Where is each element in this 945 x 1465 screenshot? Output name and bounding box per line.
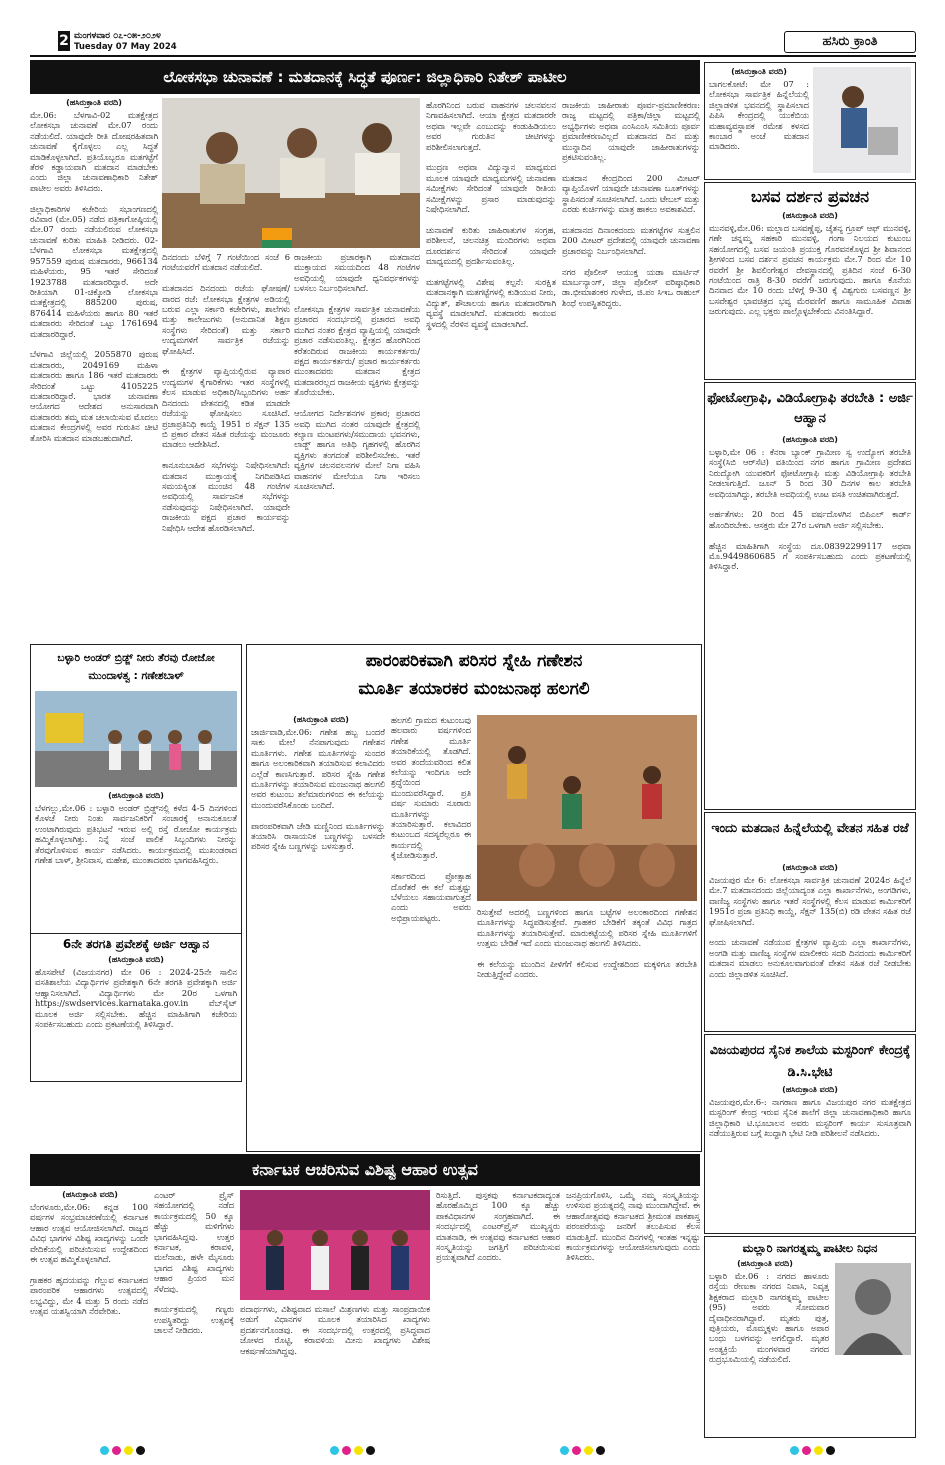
leave-article-title: ಇಂದು ಮತದಾನ ಹಿನ್ನೆಲೆಯಲ್ಲಿ ವೇತನ ಸಹಿತ ರಜೆ (711, 820, 909, 835)
photo-training-box (704, 382, 916, 810)
bridge-box (30, 644, 242, 1082)
food-column-2: ಎಂಟರ್ ಪ್ರೈಸ್ ಸಹಯೋಗದಲ್ಲಿ ನಡೆದ ಕಾರ್ಯಕ್ರಮದಲ್ಲಿ 50 ಕ್ಕೂ ಹೆಚ್ಚು ಮಳಿಗೆಗಳು ಭಾಗವಹಿಸಿದ್ದವು. ಉತ್ತರ ಕರ್ನಾಟಕ, ಕರಾವಳಿ, ಮಲೆನಾಡು, ಹಳೇ ಮೈಸೂರು ಭಾಗದ ವಿಶಿಷ್ಟ ಖಾದ್ಯಗಳು ಆಹಾರ ಪ್ರಿಯರ ಮನ ಸೆಳೆದವು. ಕಾರ್ಯಕ್ರಮದಲ್ಲಿ ಗಣ್ಯರು ಉಪಸ್ಥಿತರಿದ್ದು ಉತ್ಸವಕ್ಕೆ ಚಾಲನೆ ನೀಡಿದರು. (154, 1190, 234, 1336)
page-header (58, 31, 916, 53)
basava-text: ಮುನವಳ್ಳಿ,ಮೇ.06: ಮಲ್ಲಾದ ಬಸವಣ್ಣೆಪ್ಪ, ಚೈತನ್ಯ ಗ್ರೂಪ್ ಆಫ್ ಮುನವಳ್ಳಿ, ಗಣೇ ಚನ್ನಮ್ಮ ಸಹಕಾರಿ ಮುನವಳ್ಳಿ, ಗಂಗಾ ನಿಲಯದ ಕುಟುಂಬ ಸಹಯೋಗದಲ್ಲಿ ಬಸವ ಜಯಂತಿ ಪ್ರಯುಕ್ತ ಗೊರವನಕೊಳ್ಳದ ಶ್ರೀ ಶಿವಾನಂದ ಶ್ರೀಗಳಿಂದ ಬಸವ ದರ್ಶನ ಪ್ರವಚನ ಕಾರ್ಯಕ್ರಮ ಮೇ.7 ರಿಂದ ಮೇ 10 ರವರೆಗೆ ಶ್ರೀ ಶಿವಲಿಂಗೇಶ್ವರ ದೇವಸ್ಥಾನದಲ್ಲಿ ಪ್ರತಿದಿನ ಸಂಜೆ 6-30 ಗಂಟೆಯಿಂದ ರಾತ್ರಿ 8-30 ರವರೆಗೆ ಜರುಗುವುದು. ಹಾಗೂ ಕೊನೆಯ ದಿನವಾದ ಮೇ 10 ರಂದು ಬೆಳಿಗ್ಗೆ 9-30 ಕ್ಕೆ ವಿಶ್ವಗುರು ಬಸವಣ್ಣನ ಶ್ರೀ ಬಸವೇಶ್ವರ ಭಾವಚಿತ್ರದ ಭವ್ಯ ಮೆರವಣಿಗೆ ಹಾಗೂ ಸಾಮೂಹಿಕ ವಿವಾಹ ಜರುಗುವುದು. ಎಲ್ಲ ಭಕ್ತರು ಪಾಲ್ಗೊಳ್ಳಬೇಕೆಂದು ವಿನಂತಿಸಿದ್ದಾರೆ. (709, 223, 911, 317)
header-rule (30, 55, 916, 57)
class6-text: ಹೊಸಪೇಟೆ (ವಿಜಯನಗರ) ಮೇ 06 : 2024-25ನೇ ಸಾಲಿನ ವಸತಿಶಾಲೆಯ ವಿದ್ಯಾರ್ಥಿಗಳ ಪ್ರವೇಶಕ್ಕಾಗಿ 6ನೇ ತರಗತಿ ಪ್ರವೇಶಕ್ಕಾಗಿ ಅರ್ಜಿ ಆಹ್ವಾನಿಸಲಾಗಿದೆ. ವಿದ್ಯಾರ್ಥಿಗಳು ಮೇ 20ರ ಒಳಗಾಗಿ https://swdservices.karnataka.gov.in ವೆಬ್‌ಸೈಟ್ ಮೂಲಕ ಅರ್ಜಿ ಸಲ್ಲಿಸಬೇಕು. ಹೆಚ್ಚಿನ ಮಾಹಿತಿಗಾಗಿ ಕಚೇರಿಯ ಸಂಪರ್ಕಿಸಬಹುದು ಎಂದು ಪ್ರಕಟಣೆಯಲ್ಲಿ ತಿಳಿಸಿದ್ದಾರೆ. (35, 967, 237, 1030)
obituary-portrait (835, 1263, 911, 1355)
photo-training-text: ಬಳ್ಳಾರಿ,ಮೇ 06 : ಕೆನರಾ ಬ್ಯಾಂಕ್ ಗ್ರಾಮೀಣ ಸ್ವ ಉದ್ಯೋಗ ತರಬೇತಿ ಸಂಸ್ಥೆ(ಸಿಬಿ ಆರ್‌ಸೆಟಿ) ವತಿಯಿಂದ ನಗರ ಹಾಗೂ ಗ್ರಾಮೀಣ ಪ್ರದೇಶದ ನಿರುದ್ಯೋಗಿ ಯುವಕರಿಗೆ ಫೋಟೋಗ್ರಾಫಿ ಮತ್ತು ವಿಡಿಯೋಗ್ರಾಫಿ ತರಬೇತಿ ನೀಡಲಾಗುತ್ತಿದೆ. ಜೂನ್ 5 ರಿಂದ 30 ದಿನಗಳ ಕಾಲ ತರಬೇತಿ ಅವಧಿಯಾಗಿದ್ದು, ತರಬೇತಿ ಅವಧಿಯಲ್ಲಿ ಊಟ ವಸತಿ ಉಚಿತವಾಗಿರುತ್ತದೆ. ಅರ್ಹತೆಗಳು: 20 ರಿಂದ 45 ವರ್ಷದೊಳಗಿನ ಬಿಪಿಎಲ್ ಕಾರ್ಡ್ ಹೊಂದಿರಬೇಕು. ಆಸಕ್ತರು ಮೇ 27ರ ಒಳಗಾಗಿ ಅರ್ಜಿ ಸಲ್ಲಿಸಬೇಕು. ಹೆಚ್ಚಿನ ಮಾಹಿತಿಗಾಗಿ ಸಂಸ್ಥೆಯ ದೂ.08392299117 ಅಥವಾ ಮೊ.9449860685 ಗೆ ಸಂಪರ್ಕಿಸಬಹುದು ಎಂದು ಪ್ರಕಟಣೆಯಲ್ಲಿ ತಿಳಿಸಿದ್ದಾರೆ. (709, 447, 911, 572)
ganesha-box (246, 644, 702, 1152)
dot-cyan (560, 1446, 569, 1455)
bridge-text: ಬೆಳಗಲ್ಲು,ಮೇ.06 : ಬಳ್ಳಾರಿ ಅಂಡರ್ ಬ್ರಿಡ್ಜ್‌ನಲ್ಲಿ ಕಳೆದ 4-5 ದಿನಗಳಿಂದ ಕೊಳಚೆ ನೀರು ನಿಂತು ಸಾರ್ವಜನಿಕರಿಗೆ ಸಂಚಾರಕ್ಕೆ ಅನಾನುಕೂಲತೆ ಉಂಟಾಗಿರುವುದು ಪ್ರತಿಭಟನೆ ಇರುವ ಅಲ್ಲಿ ರಸ್ತೆ ರೋಜೋ ಕಾರ್ಯಕ್ರಮ ಹಮ್ಮಿಕೊಳ್ಳಲಾಗಿತ್ತು. ನಿನ್ನೆ ಸಂಜೆ ಪಾಲಿಕೆ ಸಿಬ್ಬಂದಿಗಳು ನೀರನ್ನು ತೆರವುಗೊಳಿಸುವ ಕಾರ್ಯ ನಡೆಸಿದರು. ಕಾರ್ಯಕ್ರಮದಲ್ಲಿ ಮುಖಂಡರಾದ ಗಣೇಶ ಬಾಳ್, ಶ್ರೀನಿವಾಸ, ಮಹೇಶ, ಮುಂತಾದವರು ಭಾಗವಹಿಸಿದ್ದರು. (35, 803, 237, 866)
obituary-title: ಮಲ್ಲಾರಿ ನಾಗರತ್ನಮ್ಮ ಪಾಟೀಲ ನಿಧನ (742, 1241, 878, 1255)
press-meet-illustration (162, 98, 420, 248)
food-headline: ಕರ್ನಾಟಕ ಆಚರಿಸುವ ವಿಶಿಷ್ಟ ಆಹಾರ ಉತ್ಸವ (30, 1154, 700, 1186)
food-column-4: ರಿಸುತ್ತಿದೆ. ಪುಸ್ತಕವು ಕರ್ನಾಟಕದಾದ್ಯಂತ ಹೊರಹೊಮ್ಮಿದ 100 ಕ್ಕೂ ಹೆಚ್ಚು ಪಾಕವಿಧಾನಗಳ ಸಂಗ್ರಹವಾಗಿದೆ. ಈ ಸಂದರ್ಭದಲ್ಲಿ ಎಂಟರ್‌ಪ್ರೈಸ್ ಮುಖ್ಯಸ್ಥರು ಮಾತನಾಡಿ, ಈ ಉತ್ಸವವು ಕರ್ನಾಟಕದ ಆಹಾರ ಸಂಸ್ಕೃತಿಯನ್ನು ಜಗತ್ತಿಗೆ ಪರಿಚಯಿಸುವ ಪ್ರಯತ್ನವಾಗಿದೆ ಎಂದರು. (436, 1190, 560, 1263)
sidebar-text: ಬಾಗಲಕೋಟೆ: ಮೇ 07 : ಲೋಕಸಭಾ ಸಾರ್ವತ್ರಿಕ ಹಿನ್ನೆಲೆಯಲ್ಲಿ ಜಿಲ್ಲಾಡಳಿತ ಭವನದಲ್ಲಿ ಸ್ಥಾಪಿಸಲಾದ ಪಿಪಿಸಿ ಕೇಂದ್ರದಲ್ಲಿ ಯುಕೆಬಿಯ ಮಹಾವ್ಯವಸ್ಥಾಪಕ ರಮೇಶ ಕಳಸದ ಕಾಂಬಾರ ಅಂಚೆ ಮತದಾನ ಮಾಡಿದರು. (709, 79, 809, 152)
dot-magenta (112, 1446, 121, 1455)
ganesha-byline: (ಹಸಿರುಕ್ರಾಂತಿ ವರದಿ) (293, 715, 349, 724)
food-event-illustration (240, 1190, 430, 1300)
portrait-illustration (835, 1263, 911, 1355)
class6-title: 6ನೇ ತರಗತಿ ಪ್ರವೇಶಕ್ಕೆ ಅರ್ಜಿ ಆಹ್ವಾನ (62, 937, 210, 951)
photo-training-byline: (ಹಸಿರುಕ್ರಾಂತಿ ವರದಿ) (782, 435, 838, 444)
dot-yellow (814, 1446, 823, 1455)
lead-column-5: ರಾಜಕೀಯ ಜಾಹೀರಾತು ಪೂರ್ವ-ಪ್ರಮಾಣೀಕರಣ: ರಾಜ್ಯ ಮಟ್ಟದಲ್ಲಿ ಪತ್ರಿಕಾ/ಜಿಲ್ಲಾ ಮಟ್ಟದಲ್ಲಿ ಅಭ್ಯರ್ಥಿಗಳು ಅಥವಾ ಎಂಸಿಎಂಸಿ ಸಮಿತಿಯ ಪೂರ್ವ ಪ್ರಮಾಣೀಕರಣವಿಲ್ಲದೆ ಮತದಾನದ ದಿನ ಮತ್ತು ಮುನ್ನಾದಿನ ಯಾವುದೇ ಜಾಹೀರಾತುಗಳನ್ನು ಪ್ರಕಟಿಸುವಂತಿಲ್ಲ. ಮತದಾನ ಕೇಂದ್ರದಿಂದ 200 ಮೀಟರ್ ವ್ಯಾಪ್ತಿಯೊಳಗೆ ಯಾವುದೇ ಚುನಾವಣಾ ಬೂತ್‌ಗಳನ್ನು ಸ್ಥಾಪಿಸದಂತೆ ಸೂಚಿಸಲಾಗಿದೆ. ಒಂದು ಟೇಬಲ್ ಮತ್ತು ಎರಡು ಕುರ್ಚಿಗಳನ್ನು ಮಾತ್ರ ಹಾಕಲು ಅವಕಾಶವಿದೆ. ಮತದಾನದ ದಿನಾಂಕದಂದು ಮತಗಟ್ಟೆಗಳ ಸುತ್ತಲಿನ 200 ಮೀಟರ್ ಪ್ರದೇಶದಲ್ಲಿ ಯಾವುದೇ ಚುನಾವಣಾ ಪ್ರಚಾರವನ್ನು ನಿರ್ಬಂಧಿಸಲಾಗಿದೆ. ನಗರ ಪೊಲೀಸ್ ಆಯುಕ್ತ ಯಡಾ ಮಾರ್ಟಿನ್ ಮಾರ್ಬನ್ಯಾಂಗ್, ಜಿಲ್ಲಾ ಪೊಲೀಸ್ ವರಿಷ್ಠಾಧಿಕಾರಿ ಡಾ.ಭೀಮಾಶಂಕರ ಗುಳೇದ, ಜಿ.ಪಂ ಸಿಇಒ ರಾಹುಲ್ ಶಿಂಧೆ ಉಪಸ್ಥಿತರಿದ್ದರು. (562, 100, 700, 308)
food-photo (240, 1190, 430, 1300)
food-column-5: ಜನಪ್ರಿಯಗೊಳಿಸಿ, ಒಮ್ಮೆ ನಮ್ಮ ಸಂಸ್ಕೃತಿಯನ್ನು ಉಳಿಸುವ ಪ್ರಯತ್ನದಲ್ಲಿ ನಾವು ಮುಂದಾಗಿದ್ದೇವೆ. ಈ ಆಹಾರೋತ್ಸವವು ಕರ್ನಾಟಕದ ಶ್ರೀಮಂತ ಪಾಕಶಾಸ್ತ್ರ ಪರಂಪರೆಯನ್ನು ಜನರಿಗೆ ತಲುಪಿಸುವ ಕೆಲಸ ಮಾಡುತ್ತಿದೆ. ಮುಂದಿನ ದಿನಗಳಲ್ಲಿ ಇಂತಹ ಇನ್ನಷ್ಟು ಕಾರ್ಯಕ್ರಮಗಳನ್ನು ಆಯೋಜಿಸಲಾಗುವುದು ಎಂದು ತಿಳಿಸಿದರು. (566, 1190, 700, 1263)
header-masthead: ಹಸಿರು ಕ್ರಾಂತಿ (784, 31, 916, 53)
food-column-3: ಪದಾರ್ಥಗಳು, ವಿಶಿಷ್ಟವಾದ ಮಸಾಲೆ ಮಿಶ್ರಣಗಳು ಮತ್ತು ಸಾಂಪ್ರದಾಯಿಕ ಅಡುಗೆ ವಿಧಾನಗಳ ಮೂಲಕ ತಯಾರಿಸಿದ ಖಾದ್ಯಗಳು ಪ್ರದರ್ಶನಗೊಂಡವು. ಈ ಸಂದರ್ಭದಲ್ಲಿ ಉತ್ತರದಲ್ಲಿ ಪ್ರಸಿದ್ಧವಾದ ಜೋಳದ ರೊಟ್ಟಿ, ಕರಾವಳಿಯ ಮೀನು ಖಾದ್ಯಗಳು ವಿಶೇಷ ಆಕರ್ಷಣೆಯಾಗಿದ್ದವು. (240, 1304, 430, 1356)
registration-dots-right (790, 1440, 838, 1459)
obituary-byline: (ಹಸಿರುಕ್ರಾಂತಿ ವರದಿ) (737, 1259, 793, 1268)
registration-dots-center-right (560, 1440, 608, 1459)
dot-cyan (100, 1446, 109, 1455)
food-column-1: ಬೆಂಗಳೂರು,ಮೇ.06: ಕನ್ನಡ 100 ವರ್ಷಗಳ ಸಂಭ್ರಮಾಚರಣೆಯಲ್ಲಿ ಕರ್ನಾಟಕ ಆಹಾರ ಉತ್ಸವ ಆಯೋಜಿಸಲಾಗಿದೆ. ರಾಜ್ಯದ ವಿವಿಧ ಭಾಗಗಳ ವಿಶಿಷ್ಟ ಖಾದ್ಯಗಳನ್ನು ಒಂದೇ ವೇದಿಕೆಯಲ್ಲಿ ಪರಿಚಯಿಸುವ ಉದ್ದೇಶದಿಂದ ಈ ಉತ್ಸವ ಹಮ್ಮಿಕೊಳ್ಳಲಾಗಿದೆ. ಗ್ರಾಹಕರ ಹೃದಯವನ್ನು ಗೆಲ್ಲುವ ಕರ್ನಾಟಕದ ಪಾರಂಪರಿಕ ಆಹಾರಗಳು ಉತ್ಸವದಲ್ಲಿ ಲಭ್ಯವಿದ್ದು, ಮೇ 4 ಮತ್ತು 5 ರಂದು ನಡೆದ ಉತ್ಸವ ಯಶಸ್ವಿಯಾಗಿ ನೆರವೇರಿತು. (30, 1202, 148, 1317)
header-date-english: Tuesday 07 May 2024 (74, 42, 177, 52)
class6-byline: (ಹಸಿರುಕ್ರಾಂತಿ ವರದಿ) (108, 955, 164, 964)
lead-photo-press-meet (162, 98, 420, 248)
dot-magenta (342, 1446, 351, 1455)
bridge-photo (35, 691, 237, 787)
school-visit-box (704, 1034, 916, 1234)
voter-illustration (813, 67, 911, 173)
ganesha-title-line-1: ಪಾರಂಪರಿಕವಾಗಿ ಪರಿಸರ ಸ್ನೇಹಿ ಗಣೇಶನ (365, 651, 583, 671)
dot-yellow (354, 1446, 363, 1455)
leave-article-text: ವಿಜಯಪುರ ಮೇ 6: ಲೋಕಸಭಾ ಸಾರ್ವತ್ರಿಕ ಚುನಾವಣೆ 2024ರ ಹಿನ್ನೆಲೆ ಮೇ.7 ಮತದಾನದಂದು ಜಿಲ್ಲೆಯಾದ್ಯಂತ ಎಲ್ಲಾ ಕಾರ್ಖಾನೆಗಳು, ಅಂಗಡಿಗಳು, ವಾಣಿಜ್ಯ ಸಂಸ್ಥೆಗಳು ಹಾಗೂ ಇತರೆ ಸಂಸ್ಥೆಗಳಲ್ಲಿ ಕೆಲಸ ಮಾಡುವ ಕಾರ್ಮಿಕರಿಗೆ 1951ರ ಪ್ರಜಾ ಪ್ರತಿನಿಧಿ ಕಾಯ್ದೆ, ಸೆಕ್ಷನ್ 135(ಬಿ) ರಡಿ ವೇತನ ಸಹಿತ ರಜೆ ಘೋಷಿಸಲಾಗಿದೆ. ಅಂದು ಚುನಾವಣೆ ನಡೆಯುವ ಕ್ಷೇತ್ರಗಳ ವ್ಯಾಪ್ತಿಯ ಎಲ್ಲಾ ಕಾರ್ಖಾನೆಗಳು, ಅಂಗಡಿ ಮತ್ತು ವಾಣಿಜ್ಯ ಸಂಸ್ಥೆಗಳ ಮಾಲೀಕರು ಸದರಿ ದಿನದಂದು ಕಾರ್ಮಿಕರಿಗೆ ಮತದಾನ ಮಾಡಲು ಅನುಕೂಲವಾಗುವಂತೆ ವೇತನ ಸಹಿತ ರಜೆ ನೀಡಬೇಕು ಎಂದು ಜಿಲ್ಲಾಡಳಿತ ಸೂಚಿಸಿದೆ. (709, 875, 911, 979)
dot-black (136, 1446, 145, 1455)
sidebar-photo-voter (813, 67, 911, 173)
dot-black (596, 1446, 605, 1455)
dot-cyan (330, 1446, 339, 1455)
basava-title: ಬಸವ ದರ್ಶನ ಪ್ರವಚನ (750, 187, 870, 206)
lead-column-4: ಹೊರಗಿನಿಂದ ಬರುವ ವಾಹನಗಳ ಚಲನವಲನ ನಿಗಾವಹಿಸಲಾಗಿದೆ. ಆಯಾ ಕ್ಷೇತ್ರದ ಮತದಾರರೇ ಅಥವಾ ಇಲ್ಲವೇ ಎಂಬುದನ್ನು ಕಂಡುಹಿಡಿಯಲು ಅವರ ಗುರುತಿನ ಚೀಟಿಗಳನ್ನು ಪರಿಶೀಲಿಸಲಾಗುತ್ತದೆ. ಮುದ್ರಣ ಅಥವಾ ವಿದ್ಯುನ್ಮಾನ ಮಾಧ್ಯಮದ ಮೂಲಕ ಯಾವುದೇ ಮಾಧ್ಯಮಗಳಲ್ಲಿ ಚುನಾವಣಾ ಸಮೀಕ್ಷೆಗಳು ಸೇರಿದಂತೆ ಯಾವುದೇ ರೀತಿಯ ಸಮೀಕ್ಷೆಗಳನ್ನು ಪ್ರಸಾರ ಮಾಡುವುದನ್ನು ನಿಷೇಧಿಸಲಾಗಿದೆ. ಚುನಾವಣೆ ಕುರಿತು ಜಾಹಿರಾತುಗಳ ಸಂಗ್ರಹ, ಪರಿಶೀಲನೆ, ಚಲನಚಿತ್ರ ಮಂದಿರಗಳು ಅಥವಾ ದೂರದರ್ಶನ ಸೇರಿದಂತೆ ಯಾವುದೇ ಮಾಧ್ಯಮದಲ್ಲಿ ಪ್ರದರ್ಶಿಸುವಂತಿಲ್ಲ. ಮತಗಟ್ಟೆಗಳಲ್ಲಿ ವಿಶೇಷ ಕಲ್ಪನೆ: ಸುರಕ್ಷಿತ ಮತದಾನಕ್ಕಾಗಿ ಮತಗಟ್ಟೆಗಳಲ್ಲಿ ಕುಡಿಯುವ ನೀರು, ವಿದ್ಯುತ್, ಶೌಚಾಲಯ ಹಾಗೂ ಮತದಾರರಿಗಾಗಿ ವ್ಯವಸ್ಥೆ ಮಾಡಲಾಗಿದೆ. ಮತದಾರರು ಕಾಯುವ ಸ್ಥಳದಲ್ಲಿ ನೆರಳಿನ ವ್ಯವಸ್ಥೆ ಮಾಡಲಾಗಿದೆ. (426, 100, 556, 329)
lead-byline: (ಹಸಿರುಕ್ರಾಂತಿ ವರದಿ) (66, 98, 122, 107)
bridge-byline: (ಹಸಿರುಕ್ರಾಂತಿ ವರದಿ) (108, 791, 164, 800)
dot-yellow (584, 1446, 593, 1455)
dot-magenta (572, 1446, 581, 1455)
ganesha-column-1: ಜಾರ್ಜಿವಾಡಿ,ಮೇ.06: ಗಣೇಶ ಹಬ್ಬ ಬಂದರೆ ಸಾಕು ಮೇಲೆ ನೆನಪಾಗುವುದು ಗಣೇಶನ ಮೂರ್ತಿಗಳು. ಗಣೇಶ ಮೂರ್ತಿಗಳನ್ನು ಸುಂದರ ಹಾಗೂ ಅಲಂಕಾರಿಕವಾಗಿ ತಯಾರಿಸುವ ಕಲಾವಿದರು ಎಲ್ಲೆಡೆ ಕಾಣಸಿಗುತ್ತಾರೆ. ಪರಿಸರ ಸ್ನೇಹಿ ಗಣೇಶ ಮೂರ್ತಿಗಳನ್ನು ತಯಾರಿಸುವ ಮಂಜುನಾಥ ಹಲಗಲಿ ಅವರ ಕುಟುಂಬ ತಲೆಮಾರುಗಳಿಂದ ಈ ಕಲೆಯನ್ನು ಮುಂದುವರೆಸಿಕೊಂಡು ಬಂದಿದೆ. ಪಾರಂಪರಿಕವಾಗಿ ಜೇಡಿ ಮಣ್ಣಿನಿಂದ ಮೂರ್ತಿಗಳನ್ನು ತಯಾರಿಸಿ ರಾಸಾಯನಿಕ ಬಣ್ಣಗಳನ್ನು ಬಳಸದೇ ಪರಿಸರ ಸ್ನೇಹಿ ಬಣ್ಣಗಳನ್ನು ಬಳಸುತ್ತಾರೆ. (251, 727, 385, 852)
leave-article-box (704, 812, 916, 1032)
class6-divider (31, 933, 241, 934)
photo-training-title: ಫೋಟೋಗ್ರಾಫಿ, ವಿಡಿಯೋಗ್ರಾಫಿ ತರಬೇತಿ : ಅರ್ಜಿ ಆಹ್ವಾನ (707, 391, 913, 426)
ganesha-title-line-2: ಮೂರ್ತಿ ತಯಾರಕರ ಮಂಜುನಾಥ ಹಲಗಲಿ (358, 679, 590, 699)
registration-dots-center (330, 1440, 378, 1459)
basava-byline: (ಹಸಿರುಕ್ರಾಂತಿ ವರದಿ) (782, 211, 838, 220)
header-date-kannada: ಮಂಗಳವಾರ ೦೭-೦೫-೨೦೨೪ (74, 31, 161, 41)
dot-black (826, 1446, 835, 1455)
page-number: 2 (59, 33, 69, 49)
school-visit-title: ವಿಜಯಪುರದ ಸೈನಿಕ ಶಾಲೆಯ ಮಸ್ಟರಿಂಗ್ ಕೇಂದ್ರಕ್ಕೆ ಡಿ.ಸಿ.ಭೇಟಿ (709, 1042, 911, 1079)
sidebar-byline: (ಹಸಿರುಕ್ರಾಂತಿ ವರದಿ) (731, 67, 787, 76)
ganesha-photo (477, 715, 697, 901)
obituary-text: ಬಳ್ಳಾರಿ ಮೇ.06 : ನಗರದ ಹಾಳೂರು ರಸ್ತೆಯ ರೇಣುಕಾ ನಗರದ ನಿವಾಸಿ, ನಿವೃತ್ತ ಶಿಕ್ಷಕರಾದ ಮಲ್ಲಾರಿ ನಾಗರತ್ನಮ್ಮ ಪಾಟೀಲ (95) ಅವರು ಸೋಮವಾರ ದೈವಾಧೀನರಾಗಿದ್ದಾರೆ. ಮೃತರು ಪುತ್ರ, ಪುತ್ರಿಯರು, ಮೊಮ್ಮಕ್ಕಳು ಹಾಗೂ ಅಪಾರ ಬಂಧು ಬಳಗವನ್ನು ಅಗಲಿದ್ದಾರೆ. ಮೃತರ ಅಂತ್ಯಕ್ರಿಯೆ ಮಂಗಳವಾರ ನಗರದ ರುದ್ರಭೂಮಿಯಲ್ಲಿ ನಡೆಯಲಿದೆ. (709, 1271, 829, 1365)
school-visit-byline: (ಹಸಿರುಕ್ರಾಂತಿ ವರದಿ) (782, 1085, 838, 1094)
bridge-photo-illustration (35, 691, 237, 787)
lead-column-2: ದಿನದಂದು ಬೆಳಿಗ್ಗೆ 7 ಗಂಟೆಯಿಂದ ಸಂಜೆ 6 ಗಂಟೆಯವರೆಗೆ ಮತದಾನ ನಡೆಯಲಿದೆ. ಮತದಾನದ ದಿನದಂದು ರಜೆಯ ಘೋಷಣೆ/ವಾರದ ರಜೆ: ಲೋಕಸಭಾ ಕ್ಷೇತ್ರಗಳ ಅಡಿಯಲ್ಲಿ ಬರುವ ಎಲ್ಲಾ ಸರ್ಕಾರಿ ಕಚೇರಿಗಳು, ಶಾಲೆಗಳು ಮತ್ತು ಕಾಲೇಜುಗಳು (ಅನುದಾನಿತ ಶಿಕ್ಷಣ ಸಂಸ್ಥೆಗಳು ಸೇರಿದಂತೆ) ಮತ್ತು ಸರ್ಕಾರಿ ಉದ್ಯಮಗಳಿಗೆ ಸಾರ್ವತ್ರಿಕ ರಜೆಯನ್ನು ಘೋಷಿಸಿದೆ. ಈ ಕ್ಷೇತ್ರಗಳ ವ್ಯಾಪ್ತಿಯಲ್ಲಿರುವ ವ್ಯಾಪಾರ ಉದ್ಯಮಗಳ ಕೈಗಾರಿಕೆಗಳು ಇತರ ಸಂಸ್ಥೆಗಳಲ್ಲಿ ಕೆಲಸ ಮಾಡುವ ಅಧಿಕಾರಿ/ಸಿಬ್ಬಂದಿಗಳು ಅರ್ಹ ದಿನದಂದು ವೇತನದಲ್ಲಿ ಕಡಿತ ಮಾಡದೇ ರಜೆಯನ್ನು ಘೋಷಿಸಲು ಸೂಚಿಸಿದೆ. ಪ್ರಜಾಪ್ರತಿನಿಧಿ ಕಾಯ್ದೆ 1951 ರ ಸೆಕ್ಷನ್ 135 ಬಿ ಪ್ರಕಾರ ವೇತನ ಸಹಿತ ರಜೆಯನ್ನು ಮಂಜೂರು ಮಾಡಲು ಆದೇಶಿಸಿದೆ. ಕಾನೂನುಬಾಹಿರ ಸಭೆಗಳನ್ನು ನಿಷೇಧಿಸಲಾಗಿದೆ: ಮತದಾನ ಮುಕ್ತಾಯಕ್ಕೆ ನಿಗದಿಪಡಿಸಿದ ಸಮಯಕ್ಕಿಂತ ಮುಂಚಿನ 48 ಗಂಟೆಗಳ ಅವಧಿಯಲ್ಲಿ ಸಾರ್ವಜನಿಕ ಸಭೆಗಳನ್ನು ನಡೆಸುವುದನ್ನು ನಿಷೇಧಿಸಲಾಗಿದೆ. ಯಾವುದೇ ರಾಜಕೀಯ ಪಕ್ಷದ ಪ್ರಚಾರ ಕಾರ್ಯವನ್ನು ನಿಷೇಧಿಸಿ ಆದೇಶ ಹೊರಡಿಸಲಾಗಿದೆ. (162, 252, 290, 533)
dot-magenta (802, 1446, 811, 1455)
basava-box (704, 182, 916, 380)
lead-column-1: ಮೇ.06: ಬೆಳಗಾವಿ-02 ಮತಕ್ಷೇತ್ರದ ಲೋಕಸಭಾ ಚುನಾವಣೆ ಮೇ.07 ರಂದು ನಡೆಯಲಿದೆ. ಯಾವುದೇ ರೀತಿ ದೋಷರಹಿತವಾಗಿ ಚುನಾವಣೆ ಕೈಗೊಳ್ಳಲು ಎಲ್ಲ ಸಿದ್ಧತೆ ಮಾಡಿಕೊಳ್ಳಲಾಗಿದೆ. ಪ್ರತಿಯೊಬ್ಬರೂ ಮತಗಟ್ಟೆಗೆ ತೆರಳಿ ಕಡ್ಡಾಯವಾಗಿ ಮತದಾನ ಮಾಡಬೇಕು ಎಂದು ಜಿಲ್ಲಾ ಚುನಾವಣಾಧಿಕಾರಿ ನಿತೇಶ್ ಪಾಟೀಲ ಅವರು ತಿಳಿಸಿದರು. ಜಿಲ್ಲಾಧಿಕಾರಿಗಳ ಕಚೇರಿಯ ಸಭಾಂಗಣದಲ್ಲಿ ರವಿವಾರ (ಮೇ.05) ನಡೆದ ಪತ್ರಿಕಾಗೋಷ್ಠಿಯಲ್ಲಿ ಮೇ.07 ರಂದು ನಡೆಯಲಿರುವ ಲೋಕಸಭಾ ಚುನಾವಣೆ ಕುರಿತು ಮಾಹಿತಿ ನೀಡಿದರು. 02-ಬೆಳಗಾವಿ ಲೋಕಸಭಾ ಮತಕ್ಷೇತ್ರದಲ್ಲಿ 957559 ಪುರುಷ ಮತದಾರರು, 966134 ಮಹಿಳೆಯರು, 95 ಇತರೆ ಸೇರಿದಂತೆ 1923788 ಮತದಾರರಿದ್ದಾರೆ. ಅದೇ ರೀತಿಯಾಗಿ 01-ಚಿಕ್ಕೋಡಿ ಲೋಕಸಭಾ ಮತಕ್ಷೇತ್ರದಲ್ಲಿ 885200 ಪುರುಷ, 876414 ಮಹಿಳೆಯರು ಹಾಗೂ 80 ಇತರೆ ಮತದಾರರು ಸೇರಿದಂತೆ ಒಟ್ಟು 1761694 ಮತದಾರರಿದ್ದಾರೆ. ಬೆಳಗಾವಿ ಜಿಲ್ಲೆಯಲ್ಲಿ 2055870 ಪುರುಷ ಮತದಾರರು, 2049169 ಮಹಿಳಾ ಮತದಾರರು ಹಾಗೂ 186 ಇತರೆ ಮತದಾರರು ಸೇರಿದಂತೆ ಒಟ್ಟು 4105225 ಮತದಾರರಿದ್ದಾರೆ. ಭಾರತ ಚುನಾವಣಾ ಆಯೋಗದ ಆದೇಶದ ಅನುಸಾರವಾಗಿ ಮತದಾರರು ತಮ್ಮ ಮತ ಚಲಾಯಿಸುವ ಮೊದಲು ಮತದಾನ ಕೇಂದ್ರಗಳಲ್ಲಿ ಅವರ ಗುರುತಿನ ಚೀಟಿ ತೋರಿಸಿ ಮತದಾನ ಮಾಡಬಹುದಾಗಿದೆ. (30, 110, 158, 443)
registration-dots-left (100, 1440, 148, 1459)
ganesha-column-3: ರಿಸುತ್ತೇವೆ ಅದರಲ್ಲಿ ಬಣ್ಣಗಳಿಂದ ಹಾಗೂ ಬಟ್ಟೆಗಳ ಅಲಂಕಾರದಿಂದ ಗಣೇಶನ ಮೂರ್ತಿಗಳನ್ನು ಸಿದ್ಧಪಡಿಸುತ್ತೇವೆ. ಗ್ರಾಹಕರ ಬೇಡಿಕೆಗೆ ತಕ್ಕಂತೆ ವಿವಿಧ ಗಾತ್ರದ ಮೂರ್ತಿಗಳನ್ನು ತಯಾರಿಸುತ್ತೇವೆ. ಮಾರುಕಟ್ಟೆಯಲ್ಲಿ ಪರಿಸರ ಸ್ನೇಹಿ ಮೂರ್ತಿಗಳಿಗೆ ಉತ್ತಮ ಬೇಡಿಕೆ ಇದೆ ಎಂದು ಮಂಜುನಾಥ ಹಲಗಲಿ ತಿಳಿಸಿದರು. ಈ ಕಲೆಯನ್ನು ಮುಂದಿನ ಪೀಳಿಗೆಗೆ ಕಲಿಸುವ ಉದ್ದೇಶದಿಂದ ಮಕ್ಕಳಿಗೂ ತರಬೇತಿ ನೀಡುತ್ತಿದ್ದೇವೆ ಎಂದರು. (477, 907, 697, 980)
dot-black (366, 1446, 375, 1455)
ganesha-column-2: ಹಲಗಲಿ ಗ್ರಾಮದ ಕುಟುಂಬವು ಹಲವಾರು ವರ್ಷಗಳಿಂದ ಗಣೇಶ ಮೂರ್ತಿ ತಯಾರಿಕೆಯಲ್ಲಿ ತೊಡಗಿದೆ. ಅವರ ತಂದೆಯವರಿಂದ ಕಲಿತ ಕಲೆಯನ್ನು ಇಂದಿಗೂ ಅದೇ ಶ್ರದ್ಧೆಯಿಂದ ಮುಂದುವರೆಸಿದ್ದಾರೆ. ಪ್ರತಿ ವರ್ಷ ಸುಮಾರು ನೂರಾರು ಮೂರ್ತಿಗಳನ್ನು ತಯಾರಿಸುತ್ತಾರೆ. ಕಲಾವಿದರ ಕುಟುಂಬದ ಸದಸ್ಯರೆಲ್ಲರೂ ಈ ಕಾರ್ಯದಲ್ಲಿ ಕೈಜೋಡಿಸುತ್ತಾರೆ. ಸರ್ಕಾರದಿಂದ ಪ್ರೋತ್ಸಾಹ ದೊರೆತರೆ ಈ ಕಲೆ ಮತ್ತಷ್ಟು ಬೆಳೆಯಲು ಸಹಾಯವಾಗುತ್ತದೆ ಎಂದು ಅವರು ಅಭಿಪ್ರಾಯಪಟ್ಟರು. (391, 715, 471, 923)
lead-headline: ಲೋಕಸಭಾ ಚುನಾವಣೆ : ಮತದಾನಕ್ಕೆ ಸಿದ್ಧತೆ ಪೂರ್ಣ: ಜಿಲ್ಲಾಧಿಕಾರಿ ನಿತೇಶ್ ಪಾಟೀಲ (30, 60, 700, 94)
sidebar-voting-box (704, 62, 916, 180)
food-byline: (ಹಸಿರುಕ್ರಾಂತಿ ವರದಿ) (62, 1190, 118, 1199)
ganesha-photo-illustration (477, 715, 697, 901)
bridge-title: ಬಳ್ಳಾರಿ ಅಂಡರ್ ಬ್ರಿಡ್ಜ್ ನೀರು ತೆರವು ರೋಜೋ ಮುಂದಾಳತ್ವ : ಗಣೇಶಬಾಳ್ (57, 652, 215, 682)
obituary-box (704, 1236, 916, 1438)
dot-cyan (790, 1446, 799, 1455)
lead-column-3: ರಾಜಕೀಯ ಪ್ರಚಾರಕ್ಕಾಗಿ ಮತದಾನದ ಮುಕ್ತಾಯದ ಸಮಯದಿಂದ 48 ಗಂಟೆಗಳ ಅವಧಿಯಲ್ಲಿ ಯಾವುದೇ ಧ್ವನಿವರ್ಧಕಗಳನ್ನು ಬಳಸಲು ನಿರ್ಬಂಧಿಸಲಾಗಿದೆ. ಲೋಕಸಭಾ ಕ್ಷೇತ್ರಗಳ ಸಾರ್ವತ್ರಿಕ ಚುನಾವಣೆಯ ಪ್ರಚಾರದ ಸಂದರ್ಭದಲ್ಲಿ ಪ್ರಚಾರದ ಅವಧಿ ಮುಗಿದ ನಂತರ ಕ್ಷೇತ್ರದ ವ್ಯಾಪ್ತಿಯಲ್ಲಿ ಯಾವುದೇ ಪ್ರಚಾರ ನಡೆಸುವಂತಿಲ್ಲ. ಕ್ಷೇತ್ರದ ಹೊರಗಿನಿಂದ ಕರೆತಂದಿರುವ ರಾಜಕೀಯ ಕಾರ್ಯಕರ್ತರು/ ಪಕ್ಷದ ಕಾರ್ಯಕರ್ತರು/ ಪ್ರಚಾರ ಕಾರ್ಯಕರ್ತರು ಮುಂತಾದವರು ಮತದಾನ ಕ್ಷೇತ್ರದ ಮತದಾರರಲ್ಲದ ರಾಜಕೀಯ ವ್ಯಕ್ತಿಗಳು ಕ್ಷೇತ್ರವನ್ನು ತೊರೆಯಬೇಕು. ಆಯೋಗದ ನಿರ್ದೇಶನಗಳ ಪ್ರಕಾರ; ಪ್ರಚಾರದ ಅವಧಿ ಮುಗಿದ ನಂತರ ಯಾವುದೇ ಕ್ಷೇತ್ರದಲ್ಲಿ ಕಲ್ಯಾಣ ಮಂಟಪಗಳು/ಸಮುದಾಯ ಭವನಗಳು, ಲಾಡ್ಜ್ ಹಾಗೂ ಅತಿಥಿ ಗೃಹಗಳಲ್ಲಿ ಹೊರಗಿನ ವ್ಯಕ್ತಿಗಳು ತಂಗದಂತೆ ಪರಿಶೀಲಿಸಬೇಕು. ಇತರೆ ವ್ಯಕ್ತಿಗಳ ಚಲನವಲನಗಳ ಮೇಲೆ ನಿಗಾ ವಹಿಸಿ ವಾಹನಗಳ ಮೇಲೆಯೂ ನಿಗಾ ಇರಿಸಲು ಸೂಚಿಸಲಾಗಿದೆ. (294, 252, 420, 491)
school-visit-text: ವಿಜಯಪುರ,ಮೇ.6-: ನಾಗಠಾಣ ಹಾಗೂ ವಿಜಯಪುರ ನಗರ ಮತಕ್ಷೇತ್ರದ ಮಸ್ಟರಿಂಗ್ ಕೇಂದ್ರ ಇರುವ ಸೈನಿಕ ಶಾಲೆಗೆ ಜಿಲ್ಲಾ ಚುನಾವಣಾಧಿಕಾರಿ ಹಾಗೂ ಜಿಲ್ಲಾಧಿಕಾರಿ ಟಿ.ಭೂಬಾಲನ ಅವರು ಮಸ್ಟರಿಂಗ್ ಕಾರ್ಯ ಸುಸೂತ್ರವಾಗಿ ನಡೆಯುತ್ತಿರುವ ಬಗ್ಗೆ ಖುದ್ದಾಗಿ ಭೇಟಿ ನೀಡಿ ಪರಿಶೀಲನೆ ನಡೆಸಿದರು. (709, 1097, 911, 1139)
leave-article-byline: (ಹಸಿರುಕ್ರಾಂತಿ ವರದಿ) (782, 863, 838, 872)
dot-yellow (124, 1446, 133, 1455)
